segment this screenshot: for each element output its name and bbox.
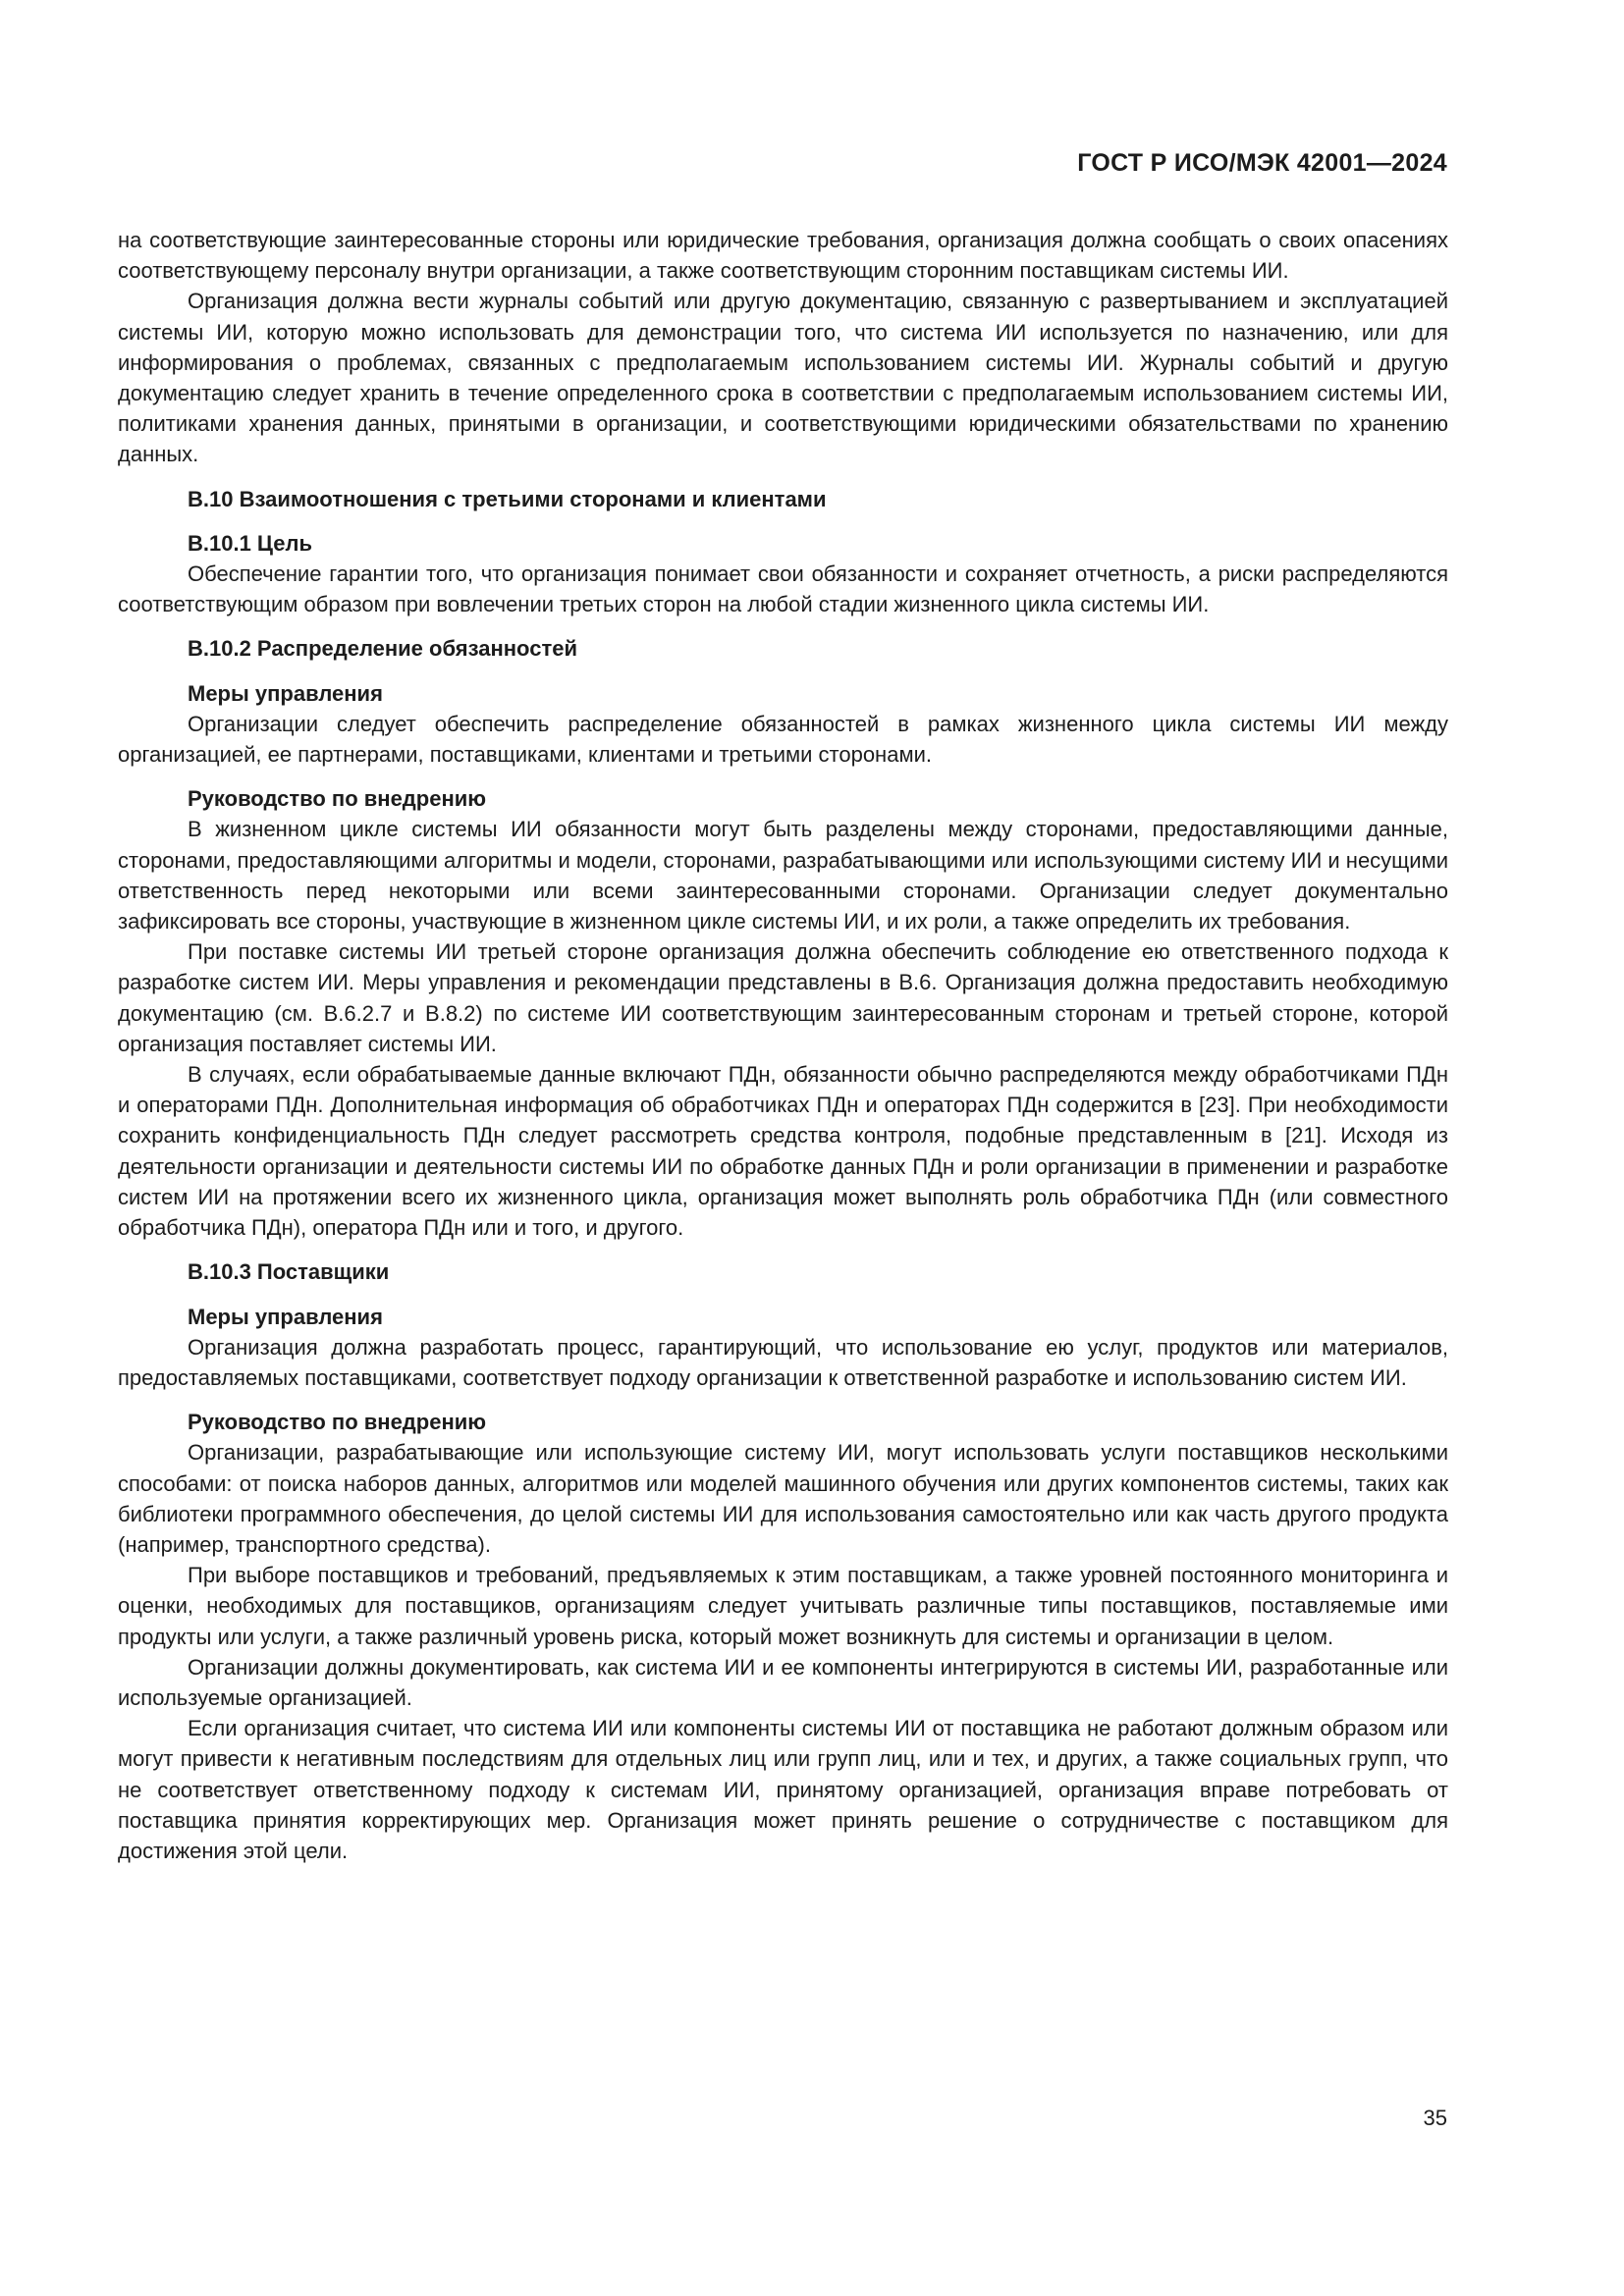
paragraph-guidance-2d: Если организация считает, что система ИИ или компоненты системы ИИ от поставщика не работают должным образом или могут привести к негативным последствиям для отдельных лиц или групп лиц, или и тех, и других, а также социальных групп, что не соответствует ответственному подходу к системам ИИ, принятому организацией, организация вправе потребовать от поставщика принятия корректирующих мер. Организация может принять решение о сотрудничестве с поставщиком для достижения этой цели. bbox=[118, 1716, 1448, 1863]
paragraph-guidance-2a: Организации, разрабатывающие или использующие систему ИИ, могут использовать услуги поставщиков несколькими способами: от поиска наборов данных, алгоритмов или моделей машинного обучения или других компонентов системы, таких как библиотеки программного обеспечения, до целой системы ИИ для использования самостоятельно или как часть другого продукта (например, транспортного средства). bbox=[118, 1440, 1448, 1557]
paragraph-objective: Обеспечение гарантии того, что организация понимает свои обязанности и сохраняет отчетность, а риски распределяются соответствующим образом при вовлечении третьих сторон на любой стадии жизненного цикла системы ИИ. bbox=[118, 561, 1448, 617]
subheading-control-1: Меры управления bbox=[188, 680, 383, 706]
paragraph-guidance-1b: При поставке системы ИИ третьей стороне организация должна обеспечить соблюдение ею ответственного подхода к разработке систем ИИ. Меры управления и рекомендации представлены в В.6. Организация должна предоставить необходимую документацию (см. В.6.2.7 и В.8.2) по системе ИИ соответствующим заинтересованным сторонам и третьей стороне, которой организация поставляет системы ИИ. bbox=[118, 939, 1448, 1056]
paragraph-guidance-1a: В жизненном цикле системы ИИ обязанности могут быть разделены между сторонами, предоставляющими данные, сторонами, предоставляющими алгоритмы и модели, сторонами, разрабатывающими или использующими систему ИИ и несущими ответственность перед некоторыми или всеми заинтересованными сторонами. Организации следует документально зафиксировать все стороны, участвующие в жизненном цикле системы ИИ, и их роли, а также определить их требования. bbox=[118, 817, 1448, 934]
subheading-guidance-2: Руководство по внедрению bbox=[188, 1410, 487, 1435]
page-number: 35 bbox=[1423, 2106, 1447, 2130]
section-heading-b10: В.10 Взаимоотношения с третьими сторонами и клиентами bbox=[188, 486, 827, 511]
paragraph-guidance-1c: В случаях, если обрабатываемые данные включают ПДн, обязанности обычно распределяются между обработчиками ПДн и операторами ПДн. Дополнительная информация об обработчиках ПДн и операторах ПДн содержится в [23]. При необходимости сохранить конфиденциальность ПДн следует рассмотреть средства контроля, подобные представленным в [21]. Исходя из деятельности организации и деятельности системы ИИ по обработке данных ПДн и роли организации в применении и разработке систем ИИ на протяжении всего их жизненного цикла, организация может выполнять роль обработчика ПДн (или совместного обработчика ПДн), оператора ПДн или и того, и другого. bbox=[118, 1062, 1448, 1241]
paragraph-continued: на соответствующие заинтересованные стороны или юридические требования, организация должна сообщать о своих опасениях соответствующему персоналу внутри организации, а также соответствующим сторонним поставщикам системы ИИ. bbox=[118, 228, 1448, 284]
paragraph-event-logs: Организация должна вести журналы событий или другую документацию, связанную с развертыванием и эксплуатацией системы ИИ, которую можно использовать для демонстрации того, что система ИИ используется по назначению, или для информирования о проблемах, связанных с предполагаемым использованием системы ИИ. Журналы событий и другую документацию следует хранить в течение определенного срока в соответствии с предполагаемым использованием системы ИИ, политиками хранения данных, принятыми в организации, и соответствующими юридическими обязательствами по хранению данных. bbox=[118, 289, 1448, 467]
subheading-guidance-1: Руководство по внедрению bbox=[188, 786, 487, 812]
paragraph-guidance-2c: Организации должны документировать, как система ИИ и ее компоненты интегрируются в системы ИИ, разработанные или используемые организацией. bbox=[118, 1654, 1448, 1710]
section-heading-b10-3: В.10.3 Поставщики bbox=[188, 1259, 390, 1285]
standard-id-header: ГОСТ Р ИСО/МЭК 42001—2024 bbox=[1077, 149, 1447, 177]
section-heading-b10-2: В.10.2 Распределение обязанностей bbox=[188, 636, 577, 662]
paragraph-control-1: Организации следует обеспечить распределение обязанностей в рамках жизненного цикла системы ИИ между организацией, ее партнерами, поставщиками, клиентами и третьими сторонами. bbox=[118, 711, 1448, 768]
section-heading-b10-1: В.10.1 Цель bbox=[188, 530, 313, 556]
paragraph-control-2: Организация должна разработать процесс, гарантирующий, что использование ею услуг, продуктов или материалов, предоставляемых поставщиками, соответствует подходу организации к ответственной разработке и использованию систем ИИ. bbox=[118, 1334, 1448, 1390]
body-text bbox=[118, 225, 1448, 1866]
subheading-control-2: Меры управления bbox=[188, 1304, 383, 1329]
paragraph-guidance-2b: При выборе поставщиков и требований, предъявляемых к этим поставщикам, а также уровней постоянного мониторинга и оценки, необходимых для поставщиков, организациям следует учитывать различные типы поставщиков, поставляемые ими продукты или услуги, а также различный уровень риска, который может возникнуть для системы и организации в целом. bbox=[118, 1563, 1448, 1649]
